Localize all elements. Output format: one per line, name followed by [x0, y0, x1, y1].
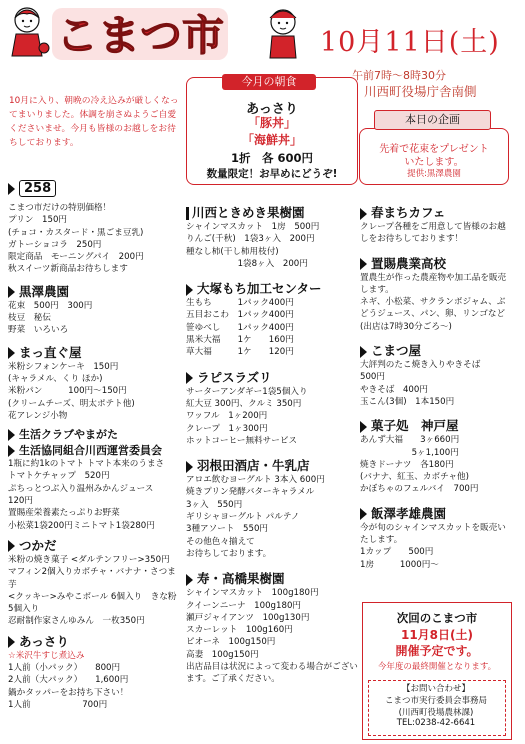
vendor-title: あっさり [8, 632, 184, 650]
contact-tel: TEL:0238-42-6641 [396, 718, 476, 728]
vendor-line: その他色々揃えて [186, 536, 255, 547]
vendor-line: 花アレンジ小物 [8, 410, 68, 421]
vendor-line: 瀬戸ジャイアンツ 100g130円 [186, 612, 310, 623]
triangle-icon [8, 429, 15, 441]
vendor-line: ネギ、小松菜、サクランボジャム、ぶどうジュース、パン、卵、リンゴなど(出店は7時30分ごろ〜) [360, 297, 506, 332]
vendor-line: ギリシャヨーグルト パルテノ [186, 512, 300, 523]
vendor-line: 枝豆 秘伝 [8, 313, 51, 324]
vendor-line: クレープ 1ヶ300円 [186, 423, 268, 434]
triangle-icon [360, 421, 367, 433]
vendor-line: 500円 [360, 372, 385, 383]
vendor-line: 5ヶ1,100円 [360, 447, 459, 458]
vendor-line: 1人前（小パック） 800円 [8, 663, 121, 674]
vendor-line: 1瓶に約1kのトマト トマト本来のうまさ [8, 459, 165, 470]
today-plan-line1: 先着で花束をプレゼント [379, 144, 489, 155]
vendor-line: スカーレット 100g160円 [186, 625, 293, 636]
vendor-title: 羽根田酒店・牛乳店 [186, 456, 358, 474]
vendor-line: 3種アソート 550円 [186, 524, 269, 535]
vendor-line: 五目おこわ 1パック400円 [186, 310, 294, 321]
vendor-line: シャインマスカット 100g180円 [186, 588, 319, 599]
vendor-line: 1人前 700円 [8, 699, 108, 710]
contact-line1: こまつ市実行委員会事務局 [384, 696, 487, 706]
vendor-line: ワッフル 1ヶ200円 [186, 411, 268, 422]
triangle-icon [8, 636, 15, 648]
vendor-title: まっ直ぐ屋 [8, 343, 184, 361]
vendor-line: 米粉パン 100円〜150円 [8, 386, 127, 397]
market-time: 午前7時〜8時30分 [352, 69, 446, 82]
market-place: 川西町役場庁舎南側 [364, 84, 477, 99]
vendor-line: お待ちしております。 [186, 548, 272, 559]
vendor-line: 紅大豆 300円、クルミ 350円 [186, 398, 302, 409]
vendor-line: 黒米大福 1ケ 160円 [186, 335, 294, 346]
triangle-icon [8, 445, 15, 457]
vendor-title: つかだ [8, 536, 184, 554]
vendor-line: 焼きプリン発酵バターキャラメル [186, 487, 315, 498]
vendor-title: 大塚もち加工センター [186, 279, 358, 297]
vendor-line: あんず大福 3ヶ660円 [360, 435, 460, 446]
vendor-line: サーターアンダギー1袋5個入り [186, 386, 308, 397]
next-line2: 11月8日(土) [400, 628, 474, 642]
breakfast-item2: 「海鮮丼」 [241, 133, 302, 147]
vendor-line: (クリームチーズ、明太ポテト他) [8, 398, 135, 409]
breakfast-item1: 「豚丼」 [247, 116, 296, 130]
logo [50, 4, 230, 64]
triangle-icon [186, 461, 193, 473]
vendor-title: 春まちカフェ [360, 203, 510, 221]
vendor-line: 焼きドーナツ 各180円 [360, 459, 454, 470]
vendor-title: 菓子処 神戸屋 [360, 416, 510, 434]
vendor-line: 秋スイーツ新商品お待ちします [8, 264, 128, 275]
column-middle [186, 203, 358, 686]
vendor-line: マフィン2個入りカボチャ・バナナ・さつま芋 [8, 567, 176, 590]
vendor-title: 黒澤農園 [8, 282, 184, 300]
triangle-icon [360, 208, 367, 220]
vendor-line: ホットコーヒー無料サービス [186, 435, 298, 446]
svg-text:こまつ市: こまつ市 [55, 11, 225, 60]
vendor-title: 川西ときめき果樹園 [186, 203, 358, 221]
vendor-line: 置農生が作った農産物や加工品を販売します。 [360, 272, 507, 295]
vendor-line: 1カップ 500円 [360, 547, 434, 558]
vendor-line: 2人前（大パック） 1,600円 [8, 675, 129, 686]
breakfast-title: あっさり [246, 102, 298, 117]
vendor-line: 米粉シフォンケーキ 150円 [8, 361, 119, 372]
breakfast-tab: 今月の朝食 [222, 74, 316, 90]
breakfast-note: 数量限定！お早めにどうぞ! [206, 168, 338, 180]
vendor-line: りんご(千秋) 1袋3ヶ入 200円 [186, 234, 315, 245]
vendor-line: 1房 1000円〜 [360, 559, 439, 570]
vendor-line: 野菜 いろいろ [8, 325, 69, 336]
today-plan-credit: 提供:黒澤農園 [407, 169, 461, 179]
vendor-line: (チョコ・カスタード・黒ごま豆乳) [8, 227, 144, 238]
vendor-title: 生活クラブやまがた [8, 426, 184, 442]
vendor-line: 玉こん(3個) 1本150円 [360, 396, 455, 407]
next-line1: 次回のこまつ市 [396, 611, 478, 625]
vendor-line: ぷちっとつぶ入り温州みかんジュース [8, 483, 154, 494]
triangle-icon [186, 372, 193, 384]
vendor-line: やきそば 400円 [360, 384, 428, 395]
vendor-line: 草大福 1ケ 120円 [186, 347, 294, 358]
vendor-line: (キャラメル、くり ほか) [8, 373, 103, 384]
vendor-line: 120円 [8, 496, 33, 507]
vendor-title: 生活協同組合川西運営委員会 [8, 442, 184, 458]
contact-title: 【お問い合わせ】 [401, 684, 470, 694]
vendor-line: クレープ各種をご用意して皆様のお越しをお待ちしております！ [360, 222, 506, 245]
vendor-line: 1袋8ヶ入 200円 [186, 258, 308, 269]
vendor-line: 置賜産栄養素たっぷりお野菜 [8, 508, 120, 519]
vendor-line: ピオーネ 100g150円 [186, 637, 276, 648]
next-line3: 開催予定です。 [395, 644, 479, 658]
column-left [8, 180, 184, 711]
vendor-line: ガトーショコラ 250円 [8, 239, 102, 250]
vendor-line: トマトケチャップ 520円 [8, 471, 110, 482]
vendor-line: 今が旬のシャインマスカットを販売いたします。 [360, 522, 506, 546]
bar-icon [186, 207, 189, 220]
triangle-icon [186, 574, 193, 586]
vendor-line: 小松菜1袋200円ミニトマト1袋280円 [8, 520, 155, 531]
vendor-line: 忍耐制作家さんゆみん 一枚350円 [8, 616, 145, 627]
vendor-line: 米粉の焼き菓子 <ダルテンフリー>350円 [8, 554, 170, 565]
today-plan-line2: いたします。 [404, 157, 464, 168]
vendor-title: 寿・高橋果樹園 [186, 569, 358, 587]
vendor-title: 飯澤孝雄農園 [360, 504, 510, 522]
vendor-line: 高妻 100g150円 [186, 649, 259, 660]
vendor-title: こまつ屋 [360, 341, 510, 359]
vendor-line: 限定商品 モーニングパイ 200円 [8, 252, 144, 263]
vendor-line: 生もち 1パック400円 [186, 298, 294, 309]
vendor-line: クイーンニーナ 100g180円 [186, 600, 302, 611]
triangle-icon [360, 508, 367, 520]
vendor-title: 置賜農業高校 [360, 254, 510, 272]
breakfast-price: 1折 各 600円 [230, 151, 313, 165]
intro-text: 10月に入り、朝晩の冷え込みが厳しくなってまいりました。体調を崩さぬようご自愛くださいませ。今月も皆様のお越しをお待ちしております。 [9, 96, 179, 148]
market-date: 10月11日(土) [320, 27, 500, 58]
mascot-girl-icon [2, 4, 52, 62]
vendor-line: 3ヶ入 550円 [186, 499, 243, 510]
triangle-icon [8, 347, 15, 359]
vendor-line: アロエ飲むヨーグルト 3本入 600円 [186, 475, 325, 486]
triangle-icon [8, 183, 15, 195]
next-note: 今年度の最終開催となります。 [377, 662, 497, 672]
vendor-line: プリン 150円 [8, 215, 68, 226]
vendor-line: 種なし柿(干し柿用枝付) [186, 246, 279, 257]
vendor-line: 大評判のたこ焼き入りやきそば [360, 360, 481, 371]
vendor-line: かぼちゃのフェルバイ 700円 [360, 484, 479, 495]
triangle-icon [360, 258, 367, 270]
triangle-icon [360, 346, 367, 358]
vendor-line: (バナナ、紅玉、カボチャ他) [360, 472, 469, 483]
vendor-line: シャインマスカット 1房 500円 [186, 222, 320, 232]
vendor-line: 花束 500円 300円 [8, 300, 93, 311]
vendor-line: ☆米沢牛すじ煮込み [8, 650, 85, 661]
triangle-icon [8, 286, 15, 298]
contact-line2: (川西町役場農林課) [398, 708, 474, 718]
triangle-icon [186, 284, 193, 296]
vendor-line: <クッキー>みやこボール 6個入り きな粉 5個入り [8, 591, 177, 615]
mascot-boy-icon [258, 4, 308, 64]
vendor-title: ラピスラズリ [186, 368, 358, 386]
vendor-line: 笹ゆべし 1パック400円 [186, 322, 294, 333]
column-right [360, 203, 510, 571]
vendor-line: こまつ市だけの特別価格！ [8, 203, 112, 213]
vendor-line: 鍋かタッパーをお持ち下さい！ [8, 687, 129, 698]
vendor-title: 258 [8, 180, 184, 202]
today-plan-tab: 本日の企画 [374, 110, 491, 130]
triangle-icon [8, 540, 15, 552]
vendor-line: 出店品目は状況によって変わる場合がございます。ご了承ください。 [186, 662, 358, 685]
